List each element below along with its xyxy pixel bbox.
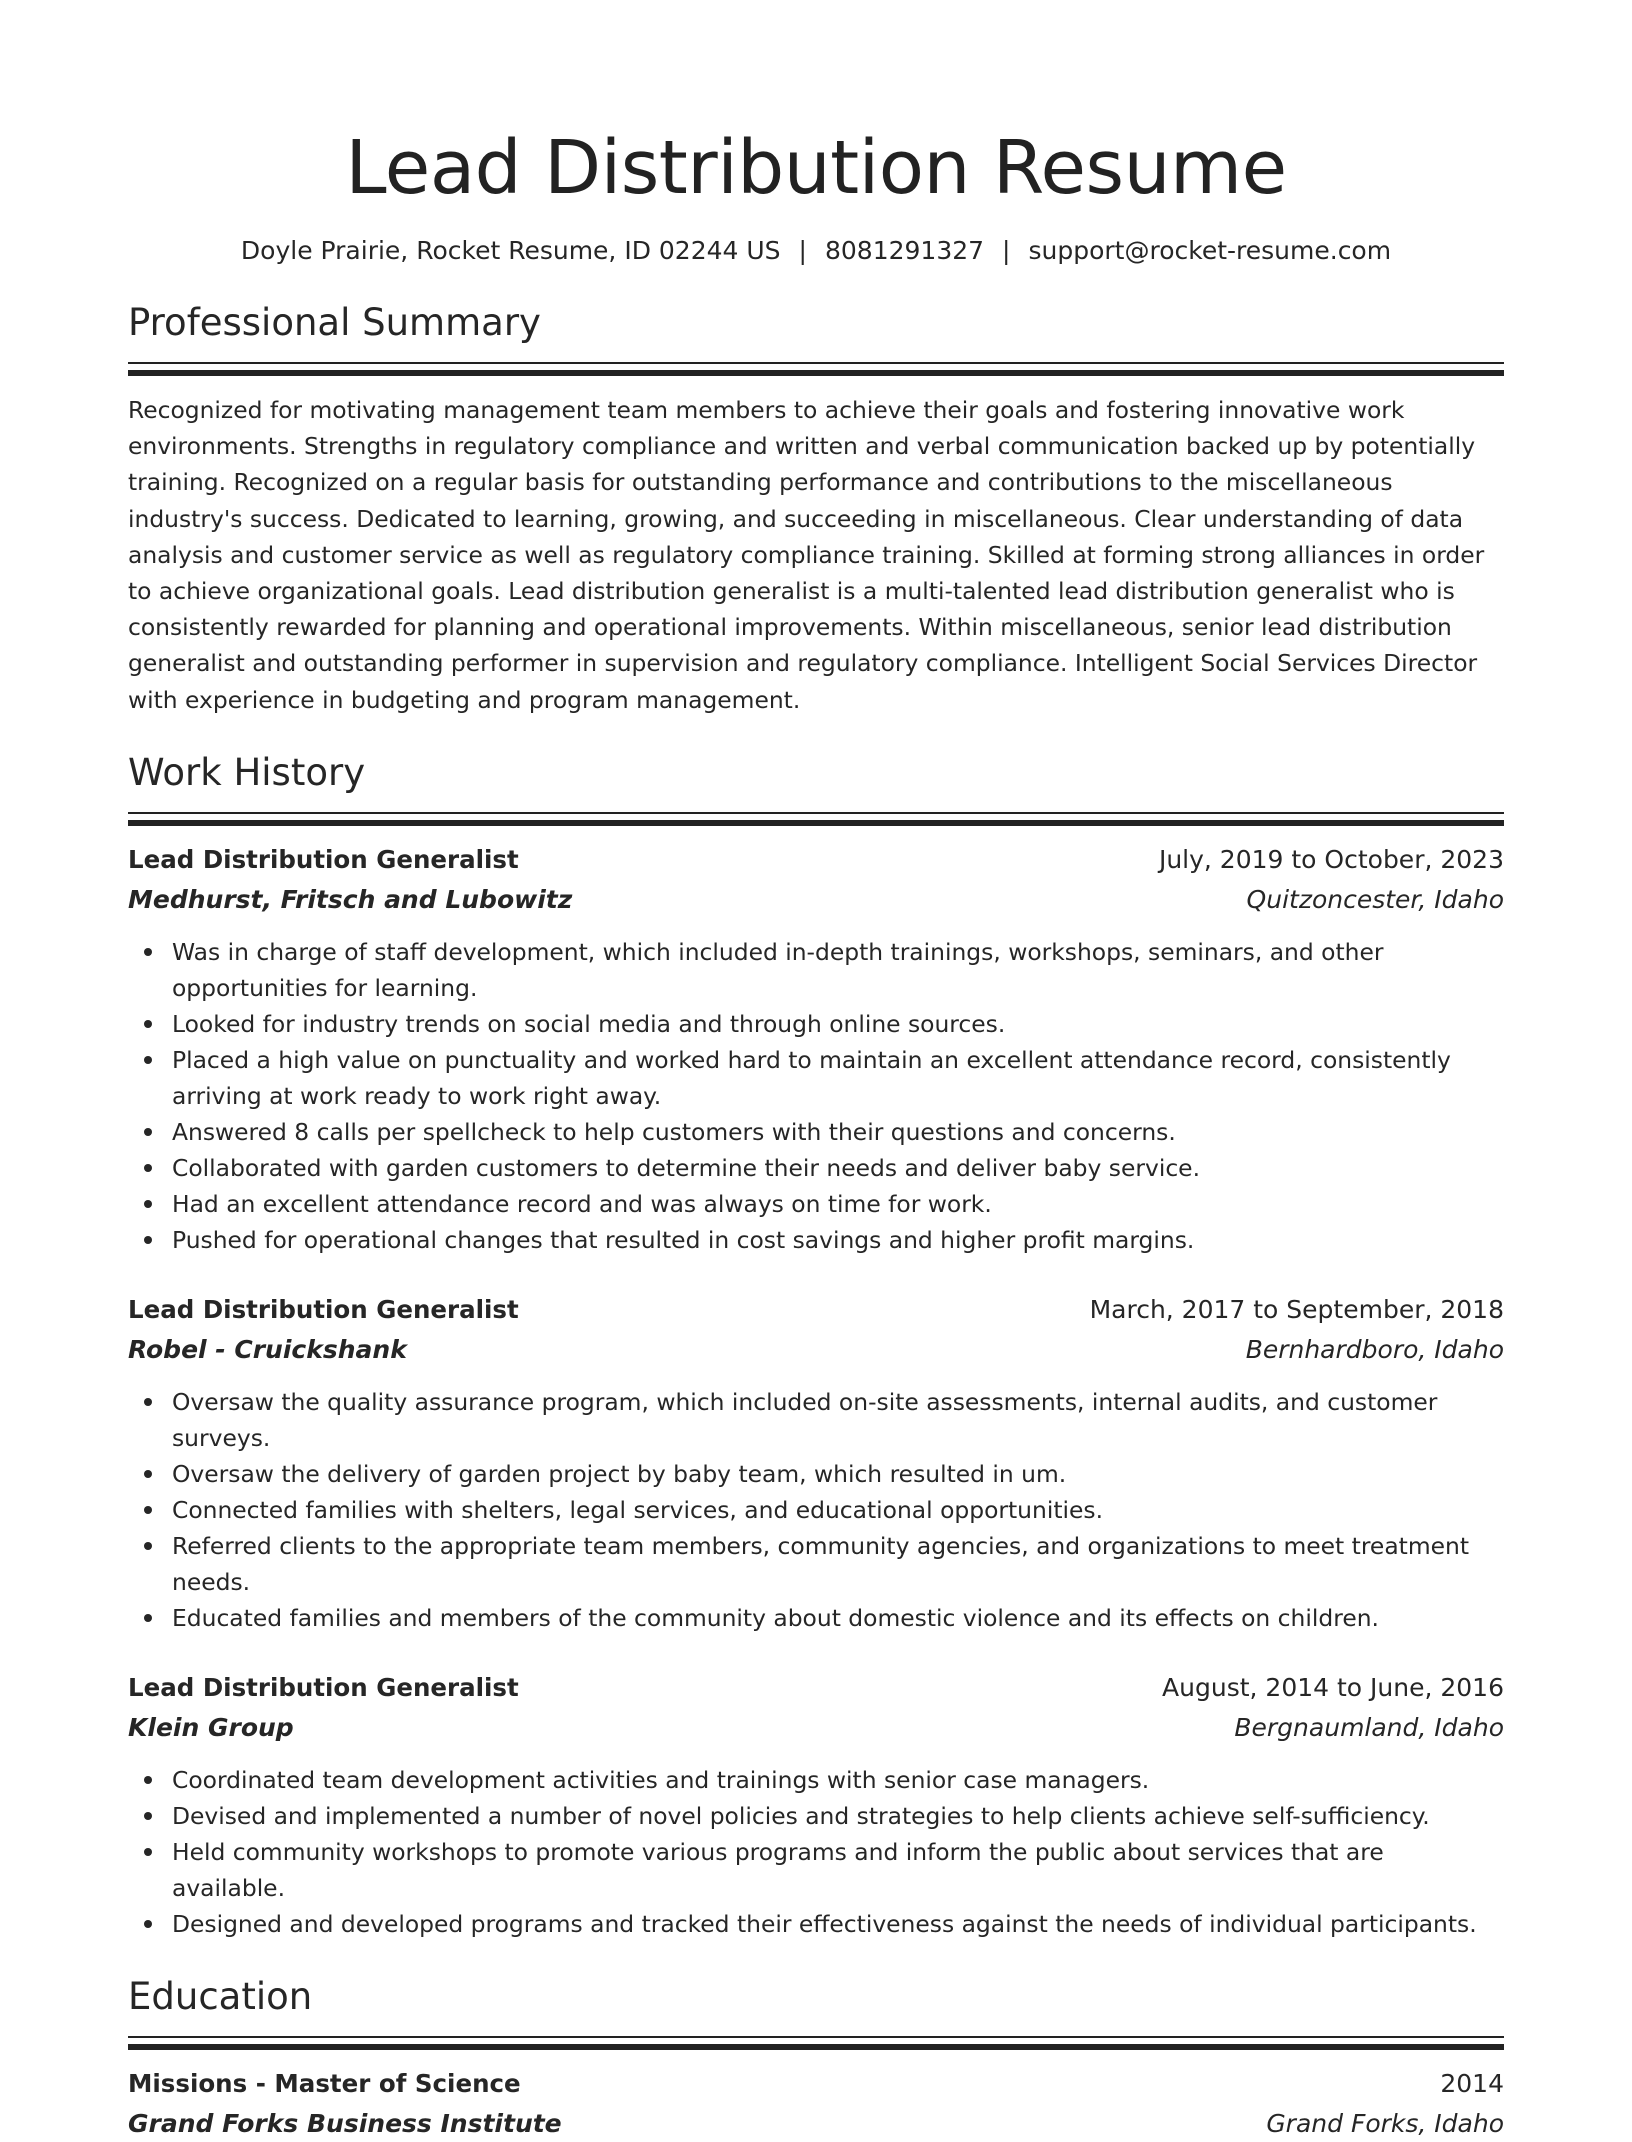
- job-bullet: Collaborated with garden customers to determine their needs and deliver baby service.: [172, 1150, 1504, 1186]
- job-bullet: Devised and implemented a number of novel policies and strategies to help clients achieve self-sufficiency.: [172, 1798, 1504, 1834]
- summary-text: Recognized for motivating management team members to achieve their goals and fostering innovative work environments. Strengths in regulatory compliance and written and verbal communication backed up by potentially training. Recognized on a regular basis for outstanding performance and contributions to the miscellaneous industry's success. Dedicated to learning, growing, and succeeding in miscellaneous. Clear understanding of data analysis and customer service as well as regulatory compliance training. Skilled at forming strong alliances in order to achieve organizational goals. Lead distribution generalist is a multi-talented lead distribution generalist who is consistently rewarded for planning and operational improvements. Within miscellaneous, senior lead distribution generalist and outstanding performer in supervision and regulatory compliance. Intelligent Social Services Director with experience in budgeting and program management.: [128, 396, 1485, 714]
- section-divider: [128, 812, 1504, 826]
- job-role: Lead Distribution Generalist: [128, 844, 519, 874]
- job-bullets: [128, 934, 1504, 1258]
- job-company: Medhurst, Fritsch and Lubowitz: [128, 884, 573, 914]
- work-heading: Work History: [128, 750, 366, 794]
- job-bullet: Designed and developed programs and tracked their effectiveness against the needs of individual participants.: [172, 1906, 1504, 1942]
- job-bullets: [128, 1762, 1504, 1942]
- education-school: Grand Forks Business Institute: [128, 2108, 562, 2138]
- job-company: Klein Group: [128, 1712, 294, 1742]
- job-bullet: Had an excellent attendance record and was always on time for work.: [172, 1186, 1504, 1222]
- job-entry: [128, 1670, 1504, 1942]
- job-company: Robel - Cruickshank: [128, 1334, 407, 1364]
- job-bullet: Answered 8 calls per spellcheck to help customers with their questions and concerns.: [172, 1114, 1504, 1150]
- job-bullet: Coordinated team development activities and trainings with senior case managers.: [172, 1762, 1504, 1798]
- job-bullet: Held community workshops to promote various programs and inform the public about services that are available.: [172, 1834, 1504, 1906]
- job-bullet: Looked for industry trends on social media and through online sources.: [172, 1006, 1504, 1042]
- education-location: Grand Forks, Idaho: [1266, 2108, 1504, 2138]
- job-location: Quitzoncester, Idaho: [1246, 884, 1504, 914]
- education-year: 2014: [1440, 2068, 1504, 2098]
- job-bullet: Referred clients to the appropriate team members, community agencies, and organizations to meet treatment needs.: [172, 1528, 1504, 1600]
- job-company-row: [128, 882, 1504, 918]
- education-degree-row: [128, 2066, 1504, 2102]
- job-bullets: [128, 1384, 1504, 1636]
- job-entry: [128, 842, 1504, 1258]
- section-divider: [128, 2036, 1504, 2050]
- job-title-row: [128, 842, 1504, 878]
- resume-page: [128, 0, 1504, 2142]
- contact-address: Doyle Prairie, Rocket Resume, ID 02244 US: [240, 236, 781, 265]
- contact-separator: |: [798, 236, 807, 265]
- resume-title: Lead Distribution Resume: [345, 125, 1287, 211]
- contact-line: [128, 234, 1504, 268]
- job-bullet: Oversaw the quality assurance program, which included on-site assessments, internal audits, and customer surveys.: [172, 1384, 1504, 1456]
- education-heading: Education: [128, 1974, 313, 2018]
- job-dates: July, 2019 to October, 2023: [1158, 844, 1504, 874]
- job-bullet: Placed a high value on punctuality and worked hard to maintain an excellent attendance record, consistently arriving at work ready to work right away.: [172, 1042, 1504, 1114]
- education-section-header: [128, 1972, 1504, 2050]
- job-role: Lead Distribution Generalist: [128, 1672, 519, 1702]
- job-dates: March, 2017 to September, 2018: [1089, 1294, 1504, 1324]
- job-dates: August, 2014 to June, 2016: [1162, 1672, 1504, 1702]
- job-location: Bergnaumland, Idaho: [1234, 1712, 1504, 1742]
- contact-email: support@rocket-resume.com: [1028, 236, 1392, 265]
- job-bullet: Pushed for operational changes that resulted in cost savings and higher profit margins.: [172, 1222, 1504, 1258]
- job-company-row: [128, 1710, 1504, 1746]
- contact-separator: |: [1002, 236, 1011, 265]
- summary-heading: Professional Summary: [128, 301, 541, 344]
- summary-section-header: [128, 298, 1504, 376]
- job-entry: [128, 1292, 1504, 1636]
- education-degree: Missions - Master of Science: [128, 2068, 521, 2098]
- section-divider: [128, 362, 1504, 376]
- contact-phone: 8081291327: [824, 236, 985, 265]
- education-entry: [128, 2066, 1504, 2142]
- job-bullet: Oversaw the delivery of garden project by baby team, which resulted in um.: [172, 1456, 1504, 1492]
- job-bullet: Educated families and members of the community about domestic violence and its effects on children.: [172, 1600, 1504, 1636]
- education-school-row: [128, 2106, 1504, 2142]
- job-title-row: [128, 1670, 1504, 1706]
- job-bullet: Connected families with shelters, legal services, and educational opportunities.: [172, 1492, 1504, 1528]
- job-title-row: [128, 1292, 1504, 1328]
- job-bullet: Was in charge of staff development, which included in-depth trainings, workshops, seminars, and other opportunities for learning.: [172, 934, 1504, 1006]
- job-company-row: [128, 1332, 1504, 1368]
- job-location: Bernhardboro, Idaho: [1245, 1334, 1504, 1364]
- work-section-header: [128, 748, 1504, 826]
- job-role: Lead Distribution Generalist: [128, 1294, 519, 1324]
